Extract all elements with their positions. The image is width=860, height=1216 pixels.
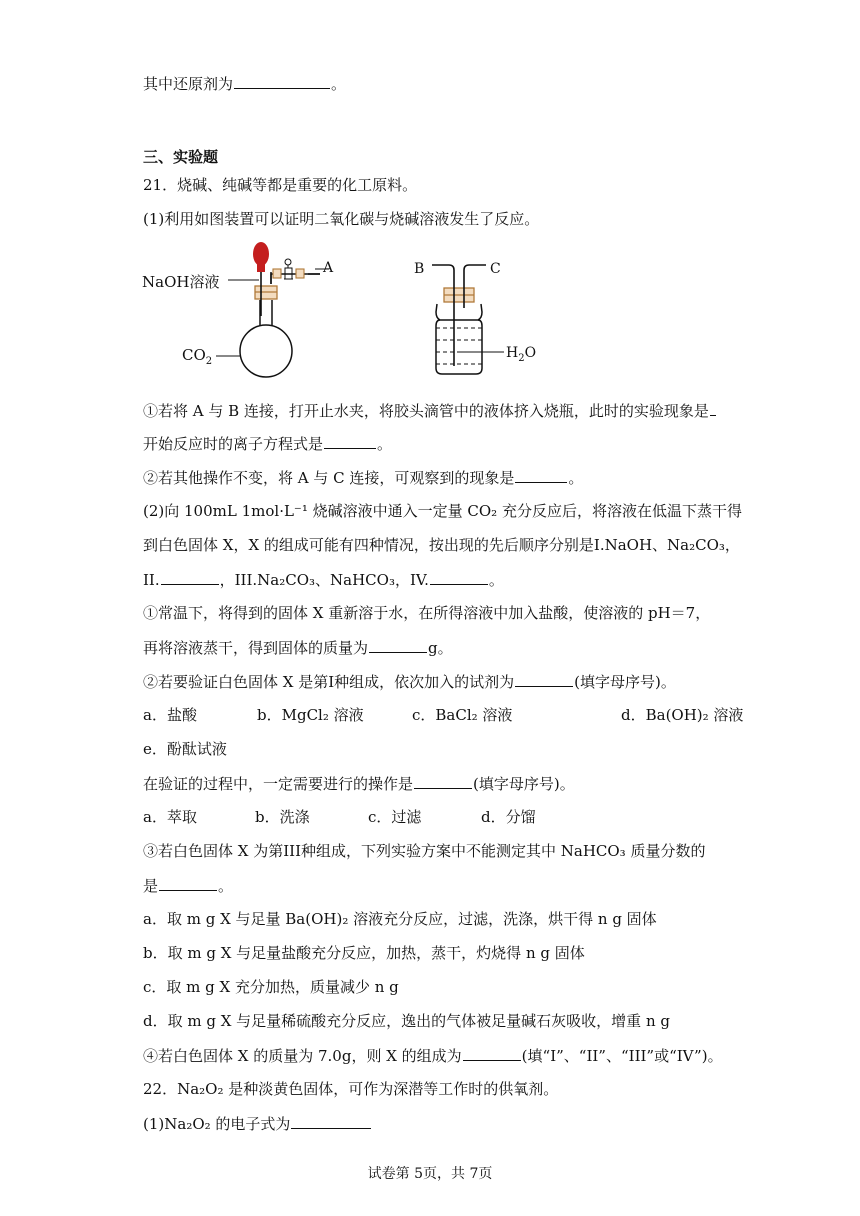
question-21-part1-b: 开始反应时的离子方程式是 。: [143, 435, 393, 453]
answer-blank[interactable]: [324, 433, 376, 449]
option-c-bacl2: c．BaCl₂ 溶液: [412, 706, 513, 724]
option-a-hydrochloric-acid: a．盐酸: [143, 706, 197, 724]
clamp-icon: [284, 259, 293, 279]
label-a: A: [323, 260, 334, 276]
page-footer: 试卷第 5页，共 7页: [367, 1166, 493, 1182]
label-b: B: [414, 261, 425, 277]
plan-c: c．取 m g X 充分加热，质量减少 n g: [143, 978, 399, 996]
question-21-part2-b: 到白色固体 X，X 的组成可能有四种情况，按出现的先后顺序分别是I.NaOH、Na₂CO₃，: [143, 536, 740, 554]
label-c: C: [490, 261, 501, 277]
question-21-part1-a: ①若将 A 与 B 连接，打开止水夹，将胶头滴管中的液体挤入烧瓶，此时的实验现象是: [143, 400, 717, 421]
plan-a: a．取 m g X 与足量 Ba(OH)₂ 溶液充分反应，过滤，洗涤，烘干得 n g 固体: [143, 910, 657, 928]
question-21-part2-e: 再将溶液蒸干，得到固体的质量为 g。: [143, 639, 453, 657]
question-21-part2-j: ④若白色固体 X 的质量为 7.0g，则 X 的组成为 (填“I”、“II”、“III”或“IV”)。: [143, 1047, 723, 1065]
option-c-filtration: c．过滤: [368, 808, 422, 826]
water-level: [436, 328, 482, 364]
question-21-part2-i: 是 。: [143, 877, 234, 895]
option-b-washing: b．洗涤: [255, 808, 310, 826]
question-21-stem: 21．烧碱、纯碱等都是重要的化工原料。: [143, 176, 418, 194]
question-21-part2-d: ①常温下，将得到的固体 X 重新溶于水，在所得溶液中加入盐酸，使溶液的 pH＝7，: [143, 604, 711, 622]
question-21-part2-c: II. ，III.Na₂CO₃、NaHCO₃，IV. 。: [143, 571, 504, 589]
question-21-part1-c: ②若其他操作不变，将 A 与 C 连接，可观察到的现象是 。: [143, 469, 584, 487]
label-h2o: $H_2O$: [506, 345, 537, 364]
operation-options-row: [143, 807, 536, 827]
option-b-mgcl2: b．MgCl₂ 溶液: [257, 706, 364, 724]
label-naoh-solution: NaOH溶液: [142, 273, 220, 291]
section-title: 三、实验题: [143, 148, 219, 166]
answer-blank[interactable]: [291, 1113, 371, 1129]
question-22-stem: 22．Na₂O₂ 是种淡黄色固体，可作为深潜等工作时的供氧剂。: [143, 1080, 559, 1098]
dropper-bulb-icon: [253, 242, 269, 266]
round-bottom-flask: [240, 300, 292, 377]
answer-blank[interactable]: [515, 467, 567, 483]
option-d-baoh2: d．Ba(OH)₂ 溶液: [621, 706, 744, 724]
answer-blank[interactable]: [430, 569, 488, 585]
tube-connector: [273, 269, 281, 278]
answer-blank[interactable]: [234, 73, 330, 89]
plan-d: d．取 m g X 与足量稀硫酸充分反应，逸出的气体被足量碱石灰吸收，增重 n g: [143, 1012, 670, 1030]
question-21-part1: (1)利用如图装置可以证明二氧化碳与烧碱溶液发生了反应。: [143, 210, 540, 228]
reagent-options-row: [143, 705, 743, 725]
answer-blank[interactable]: [515, 671, 573, 687]
apparatus-figure: [140, 238, 560, 388]
option-e-phenolphthalein: e．酚酞试液: [143, 740, 227, 758]
line-reducing-agent: 其中还原剂为 。: [143, 75, 347, 93]
option-a-extraction: a．萃取: [143, 808, 197, 826]
answer-blank[interactable]: [710, 400, 716, 416]
answer-blank[interactable]: [414, 773, 472, 789]
answer-blank[interactable]: [369, 637, 427, 653]
question-21-part2-h: ③若白色固体 X 为第III种组成，下列实验方案中不能测定其中 NaHCO₃ 质量分数的: [143, 842, 706, 860]
question-21-part2-f: ②若要验证白色固体 X 是第I种组成，依次加入的试剂为 (填字母序号)。: [143, 673, 676, 691]
answer-blank[interactable]: [463, 1045, 521, 1061]
question-21-part2-g: 在验证的过程中，一定需要进行的操作是 (填字母序号)。: [143, 775, 575, 793]
label-co2: $CO_2$: [182, 346, 213, 367]
plan-b: b．取 m g X 与足量盐酸充分反应，加热，蒸干，灼烧得 n g 固体: [143, 944, 585, 962]
answer-blank[interactable]: [159, 875, 217, 891]
answer-blank[interactable]: [161, 569, 219, 585]
option-d-fractionation: d．分馏: [481, 808, 536, 826]
question-21-part2-a: (2)向 100mL 1mol·L⁻¹ 烧碱溶液中通入一定量 CO₂ 充分反应后，将溶液在低温下蒸干得: [143, 502, 742, 520]
question-22-part1: (1)Na₂O₂ 的电子式为: [143, 1113, 372, 1134]
